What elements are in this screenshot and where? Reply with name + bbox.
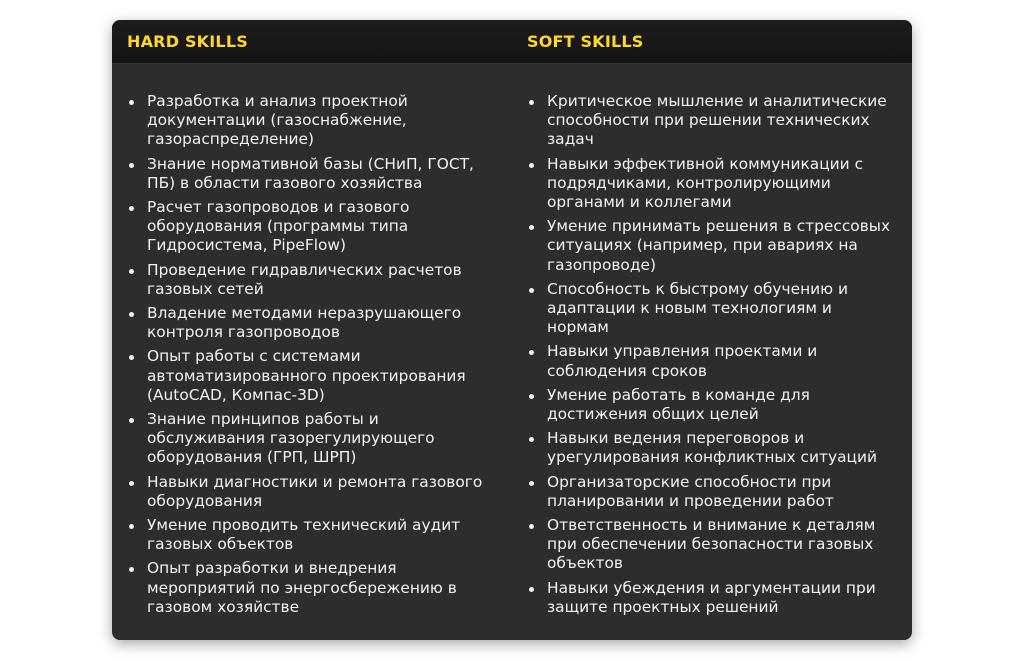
bullet-icon	[129, 355, 134, 360]
list-item	[127, 198, 497, 256]
bullet-icon	[529, 350, 534, 355]
list-item	[527, 516, 897, 574]
list-item	[527, 473, 897, 511]
hard-skills-title: HARD SKILLS	[127, 32, 248, 51]
skills-header	[112, 20, 912, 64]
list-item	[127, 347, 497, 405]
bullet-icon	[529, 587, 534, 592]
hard-skills-column	[127, 92, 497, 622]
list-item	[527, 342, 897, 380]
list-item	[127, 92, 497, 150]
list-item	[527, 92, 897, 150]
list-item	[127, 304, 497, 342]
bullet-icon	[529, 163, 534, 168]
soft-skill-text: Навыки убеждения и аргументации при защите проектных решений	[547, 578, 876, 616]
hard-skill-text: Знание принципов работы и обслуживания газорегулирующего оборудования (ГРП, ШРП)	[147, 410, 435, 467]
bullet-icon	[129, 567, 134, 572]
hard-skill-text: Расчет газопроводов и газового оборудования (программы типа Гидросистема, PipeFlow)	[147, 198, 410, 255]
list-item	[127, 410, 497, 468]
bullet-icon	[129, 163, 134, 168]
bullet-icon	[129, 100, 134, 105]
hard-skill-text: Опыт разработки и внедрения мероприятий по энергосбережению в газовом хозяйстве	[147, 559, 457, 616]
soft-skill-text: Ответственность и внимание к деталям при обеспечении безопасности газовых объектов	[547, 516, 876, 573]
bullet-icon	[129, 269, 134, 274]
list-item	[527, 579, 897, 617]
bullet-icon	[529, 225, 534, 230]
soft-skill-text: Умение принимать решения в стрессовых ситуациях (например, при авариях на газопроводе)	[547, 217, 891, 274]
soft-skill-text: Критическое мышление и аналитические способности при решении технических задач	[547, 92, 887, 149]
bullet-icon	[129, 524, 134, 529]
list-item	[527, 280, 897, 338]
soft-skill-text: Умение работать в команде для достижения общих целей	[547, 385, 810, 424]
soft-skill-text: Навыки управления проектами и соблюдения сроков	[547, 342, 818, 380]
hard-skill-text: Опыт работы с системами автоматизированного проектирования (AutoCAD, Компас-3D)	[147, 347, 466, 404]
soft-skill-text: Способность к быстрому обучению и адаптации к новым технологиям и нормам	[547, 279, 849, 337]
bullet-icon	[129, 206, 134, 211]
hard-skill-text: Владение методами неразрушающего контроля газопроводов	[147, 304, 462, 342]
list-item	[127, 559, 497, 617]
list-item	[127, 516, 497, 554]
bullet-icon	[129, 418, 134, 423]
list-item	[527, 429, 897, 467]
bullet-icon	[529, 288, 534, 293]
soft-skills-list	[527, 92, 897, 617]
list-item	[127, 261, 497, 299]
bullet-icon	[529, 100, 534, 105]
bullet-icon	[529, 524, 534, 529]
hard-skill-text: Проведение гидравлических расчетов газовых сетей	[147, 260, 462, 298]
bullet-icon	[129, 481, 134, 486]
list-item	[127, 155, 497, 193]
soft-skills-title: SOFT SKILLS	[527, 32, 644, 51]
bullet-icon	[529, 394, 534, 399]
bullet-icon	[129, 312, 134, 317]
soft-skill-text: Навыки эффективной коммуникации с подрядчиками, контролирующими органами и коллегами	[547, 154, 864, 212]
list-item	[527, 386, 897, 424]
hard-skill-text: Умение проводить технический аудит газовых объектов	[147, 516, 461, 554]
hard-skill-text: Знание нормативной базы (СНиП, ГОСТ, ПБ) в области газового хозяйства	[147, 154, 474, 192]
list-item	[527, 155, 897, 213]
hard-skill-text: Разработка и анализ проектной документации (газоснабжение, газораспределение)	[147, 92, 408, 149]
hard-skills-list	[127, 92, 497, 617]
soft-skills-column	[527, 92, 897, 622]
list-item	[527, 217, 897, 275]
soft-skill-text: Организаторские способности при планировании и проведении работ	[547, 472, 834, 510]
hard-skill-text: Навыки диагностики и ремонта газового оборудования	[147, 472, 483, 510]
list-item	[127, 473, 497, 511]
soft-skill-text: Навыки ведения переговоров и урегулирования конфликтных ситуаций	[547, 429, 877, 467]
bullet-icon	[529, 437, 534, 442]
skills-card	[112, 20, 912, 640]
bullet-icon	[529, 481, 534, 486]
